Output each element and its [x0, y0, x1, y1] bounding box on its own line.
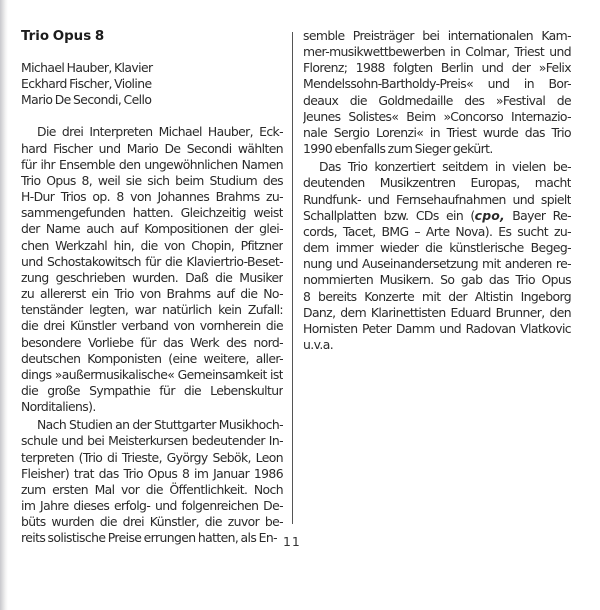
- text-line: semble Preisträger bei internationalen Kam-: [303, 28, 571, 43]
- text-line: die drei Künstler verband von vornherein die: [21, 318, 283, 334]
- text-line: sammengefunden hatten. Gleichzeitig weist: [21, 205, 283, 221]
- member-list: [21, 60, 283, 108]
- page-number: 11: [283, 534, 301, 549]
- text-line: Hornisten Peter Damm und Radovan Vlatkovic: [303, 320, 571, 336]
- text-line: hard Fischer und Mario De Secondi wählten: [21, 140, 283, 156]
- text-line-logo: [303, 208, 571, 224]
- text-line: Rundfunk- und Fernsehaufnahmen und spielt: [303, 191, 571, 207]
- text-line: Florenz; 1988 folgten Berlin und der »Felix: [303, 60, 571, 76]
- line-text: Bayer Re-: [504, 207, 571, 223]
- text-line: nommierten Musikern. So gab das Trio Opus: [303, 272, 571, 288]
- text-line: für ihr Ensemble den ungewöhnlichen Namen: [21, 156, 283, 172]
- text-line: deaux die Goldmedaille des »Festival de: [303, 92, 571, 108]
- text-line: die große Sympathie für die Lebenskultur: [21, 382, 283, 398]
- column-divider: [292, 32, 293, 524]
- text-line: 8 bereits Konzerte mit der Altistin Ingeborg: [303, 288, 571, 304]
- text-line: schule und bei Meisterkursen bedeutender In-: [21, 433, 283, 449]
- paragraph-intro: [21, 124, 283, 415]
- text-line: im Jahre dieses erfolg- und folgenreichen De-: [21, 498, 283, 514]
- line-text: Schallplatten bzw. CDs ein (: [303, 207, 475, 223]
- cpo-logo: cpo,: [474, 207, 505, 223]
- text-line: Das Trio konzertiert seitdem in vielen be-: [319, 159, 571, 175]
- text-line: Nach Studien an der Stuttgarter Musikhoch-: [37, 417, 283, 433]
- paragraph-history: [21, 417, 283, 546]
- text-line: chen Werkzahl hin, die von Chopin, Pfitzner: [21, 237, 283, 253]
- text-line: büts wurden die drei Künstler, die zuvor be-: [21, 514, 283, 530]
- text-line: Die drei Interpreten Michael Hauber, Eck-: [37, 124, 283, 140]
- text-line: dem immer wieder die künstlerische Begeg-: [303, 240, 571, 256]
- text-line: u.v.a.: [303, 336, 334, 352]
- text-line: Trio Opus 8, weil sie sich beim Studium des: [21, 172, 283, 188]
- text-line: nung und Auseinandersetzung mit anderen re-: [303, 256, 571, 272]
- text-line: deutschen Komponisten (eine weitere, aller-: [21, 350, 283, 366]
- right-column: [303, 28, 571, 355]
- text-line: Danz, dem Klarinettisten Eduard Brunner, den: [303, 304, 571, 320]
- text-line: besondere Vorliebe für das Werk des nord-: [21, 334, 283, 350]
- paragraph-awards: [303, 28, 571, 157]
- member-item: Mario De Secondi, Cello: [21, 92, 152, 108]
- text-line: Norditaliens).: [21, 399, 96, 415]
- page-title: Trio Opus 8: [21, 29, 105, 44]
- text-line: zung geschrieben wurden. Daß die Musiker: [21, 269, 283, 285]
- member-item: Michael Hauber, Klavier: [21, 60, 153, 75]
- text-line: zum ersten Mal vor die Öffentlichkeit. Noch: [21, 481, 283, 497]
- text-line: dings »außermusikalische« Gemeinsamkeit ist: [21, 366, 283, 382]
- concerts-lines-after: [303, 224, 571, 353]
- text-line: der Name auch auf Kompositionen der glei-: [21, 221, 283, 237]
- text-line: Fleisher) trat das Trio Opus 8 im Januar 1986: [21, 465, 283, 481]
- text-line: 1990 ebenfalls zum Sieger gekürt.: [303, 141, 493, 157]
- text-line: tenständer legten, war natürlich kein Zufall:: [21, 302, 283, 318]
- text-line: nale Sergio Lorenzi« in Triest wurde das Trio: [303, 124, 571, 140]
- text-line: und Schostakowitsch für die Klaviertrio-Beset-: [21, 253, 283, 269]
- text-line: Jeunes Solistes« Beim »Concorso Internazio-: [303, 108, 571, 124]
- text-line: Mendelssohn-Bartholdy-Preis« und in Bor-: [303, 76, 571, 92]
- text-line: cords, Tacet, BMG – Arte Nova). Es sucht zu-: [303, 223, 571, 239]
- binding-shadow: [0, 0, 8, 610]
- text-line: zu allererst ein Trio von Brahms auf die No-: [21, 286, 283, 302]
- left-column: [21, 28, 283, 549]
- text-line: deutenden Musikzentren Europas, macht: [303, 175, 571, 191]
- member-item: Eckhard Fischer, Violine: [21, 76, 152, 92]
- text-line: H-Dur Trios op. 8 von Johannes Brahms zu-: [21, 189, 283, 205]
- text-line: mer-musikwettbewerben in Colmar, Triest und: [303, 44, 571, 60]
- concerts-lines-before: [303, 159, 571, 207]
- paragraph-concerts: [303, 159, 571, 353]
- text-line: terpreten (Trio di Trieste, György Sebök, Leon: [21, 449, 283, 465]
- text-line: reits solistische Preise errungen hatten, als En-: [21, 530, 277, 546]
